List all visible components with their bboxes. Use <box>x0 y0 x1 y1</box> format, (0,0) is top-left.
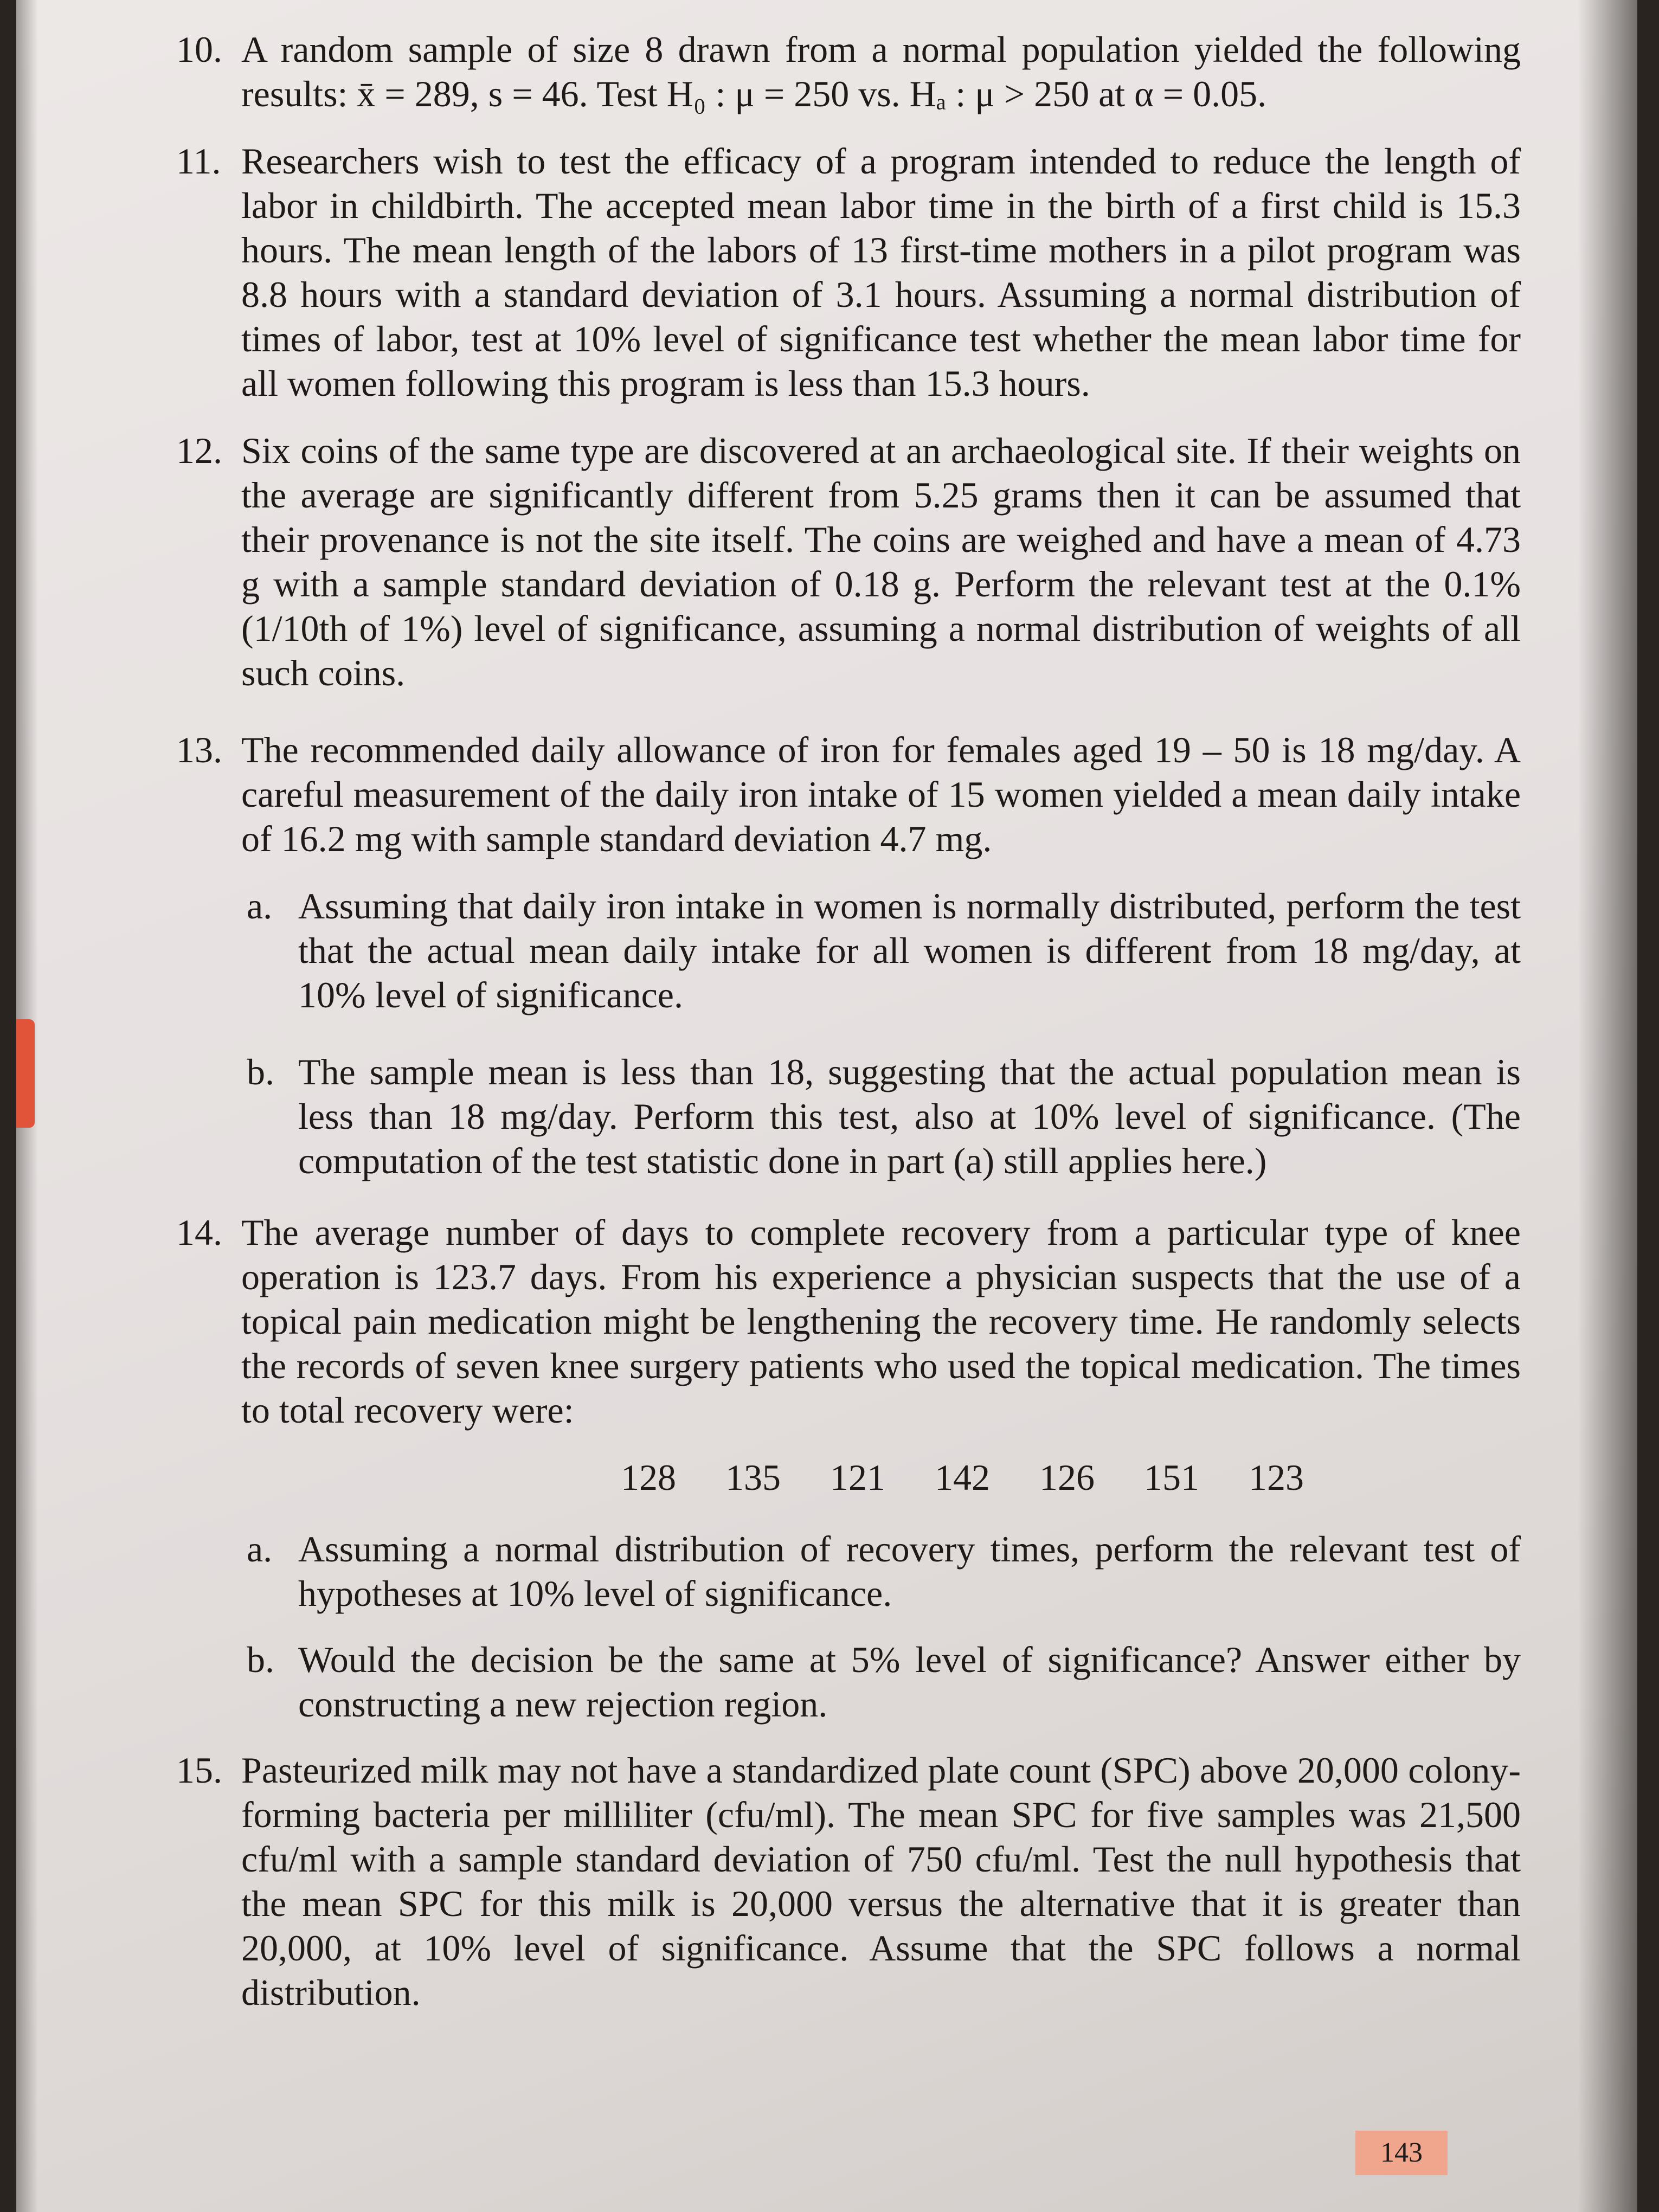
recovery-time-value: 123 <box>1249 1457 1304 1498</box>
part-text: Assuming a normal distribution of recovery times, perform the relevant test of hypotheses at 10% level of significance. <box>298 1528 1521 1614</box>
recovery-time-value: 126 <box>1039 1457 1095 1498</box>
problem-14-part-b <box>165 1637 1521 1726</box>
problem-13 <box>165 728 1521 861</box>
problem-11 <box>165 139 1521 406</box>
problem-number: 11. <box>176 140 221 182</box>
part-letter: a. <box>247 1528 273 1570</box>
part-letter: b. <box>247 1051 274 1092</box>
page-fold-shadow-right <box>1578 0 1637 2212</box>
part-text: The sample mean is less than 18, suggesting that the actual population mean is less than 18 mg/day. Perform this test, also at 10% level of significance. (The computation of the test statistic done in part (a) still applies here.) <box>298 1051 1521 1181</box>
problem-13-part-a <box>165 884 1521 1017</box>
problem-text: Researchers wish to test the efficacy of a program intended to reduce the length of labor in childbirth. The accepted mean labor time in the birth of a first child is 15.3 hours. The mean length of the labors of 13 first-time mothers in a pilot program was 8.8 hours with a standard deviation of 3.1 hours. Assuming a normal distribution of times of labor, test at 10% level of significance test whether the mean labor time for all women following this program is less than 15.3 hours. <box>241 140 1521 404</box>
problem-14-part-a <box>165 1527 1521 1616</box>
problem-text: The average number of days to complete recovery from a particular type of knee operation is 123.7 days. From his experience a physician suspects that the use of a topical pain medication might be lengthening the recovery time. He randomly selects the records of seven knee surgery patients who used the topical medication. The times to total recovery were: <box>241 1212 1521 1431</box>
problem-15 <box>165 1748 1521 2015</box>
recovery-time-value: 135 <box>725 1457 781 1498</box>
problem-text: Pasteurized milk may not have a standardized plate count (SPC) above 20,000 colony-forming bacteria per milliliter (cfu/ml). The mean SPC for five samples was 21,500 cfu/ml with a sample standard deviation of 750 cfu/ml. Test the null hypothesis that the mean SPC for this milk is 20,000 versus the alternative that it is greater than 20,000, at 10% level of significance. Assume that the SPC follows a normal distribution. <box>241 1750 1521 2013</box>
problem-13-part-b <box>165 1050 1521 1183</box>
problem-number: 10. <box>176 29 222 70</box>
red-tab-marker <box>16 1019 35 1128</box>
problem-text: Six coins of the same type are discovered at an archaeological site. If their weights on the average are significantly different from 5.25 grams then it can be assumed that their provenance is not the site itself. The coins are weighed and have a mean of 4.73 g with a sample standard deviation of 0.18 g. Perform the relevant test at the 0.1% (1/10th of 1%) level of significance, assuming a normal distribution of weights of all such coins. <box>241 430 1521 693</box>
recovery-time-value: 151 <box>1144 1457 1199 1498</box>
part-letter: a. <box>247 885 273 927</box>
part-text: Would the decision be the same at 5% level of significance? Answer either by constructing a new rejection region. <box>298 1639 1521 1725</box>
recovery-time-value: 142 <box>935 1457 990 1498</box>
problem-number: 15. <box>176 1750 222 1791</box>
problem-10 <box>165 27 1521 116</box>
recovery-times-data <box>165 1455 1521 1500</box>
part-letter: b. <box>247 1639 274 1680</box>
part-text: Assuming that daily iron intake in women is normally distributed, perform the test that the actual mean daily intake for all women is different from 18 mg/day, at 10% level of significance. <box>298 885 1521 1015</box>
page-number: 143 <box>1355 2131 1448 2175</box>
book-page <box>16 0 1637 2212</box>
exercise-list <box>165 27 1521 2037</box>
recovery-time-value: 128 <box>621 1457 676 1498</box>
problem-12 <box>165 428 1521 695</box>
problem-number: 12. <box>176 430 222 471</box>
problem-text: The recommended daily allowance of iron for females aged 19 – 50 is 18 mg/day. A careful measurement of the daily iron intake of 15 women yielded a mean daily intake of 16.2 mg with sample standard deviation 4.7 mg. <box>241 729 1521 859</box>
recovery-time-value: 121 <box>830 1457 885 1498</box>
problem-text: A random sample of size 8 drawn from a normal population yielded the following results: x̄ = 289, s = 46. Test H₀ : μ = 250 vs. Hₐ : μ > 250 at α = 0.05. <box>241 29 1521 114</box>
problem-14 <box>165 1210 1521 1432</box>
problem-number: 13. <box>176 729 222 770</box>
problem-number: 14. <box>176 1212 222 1253</box>
